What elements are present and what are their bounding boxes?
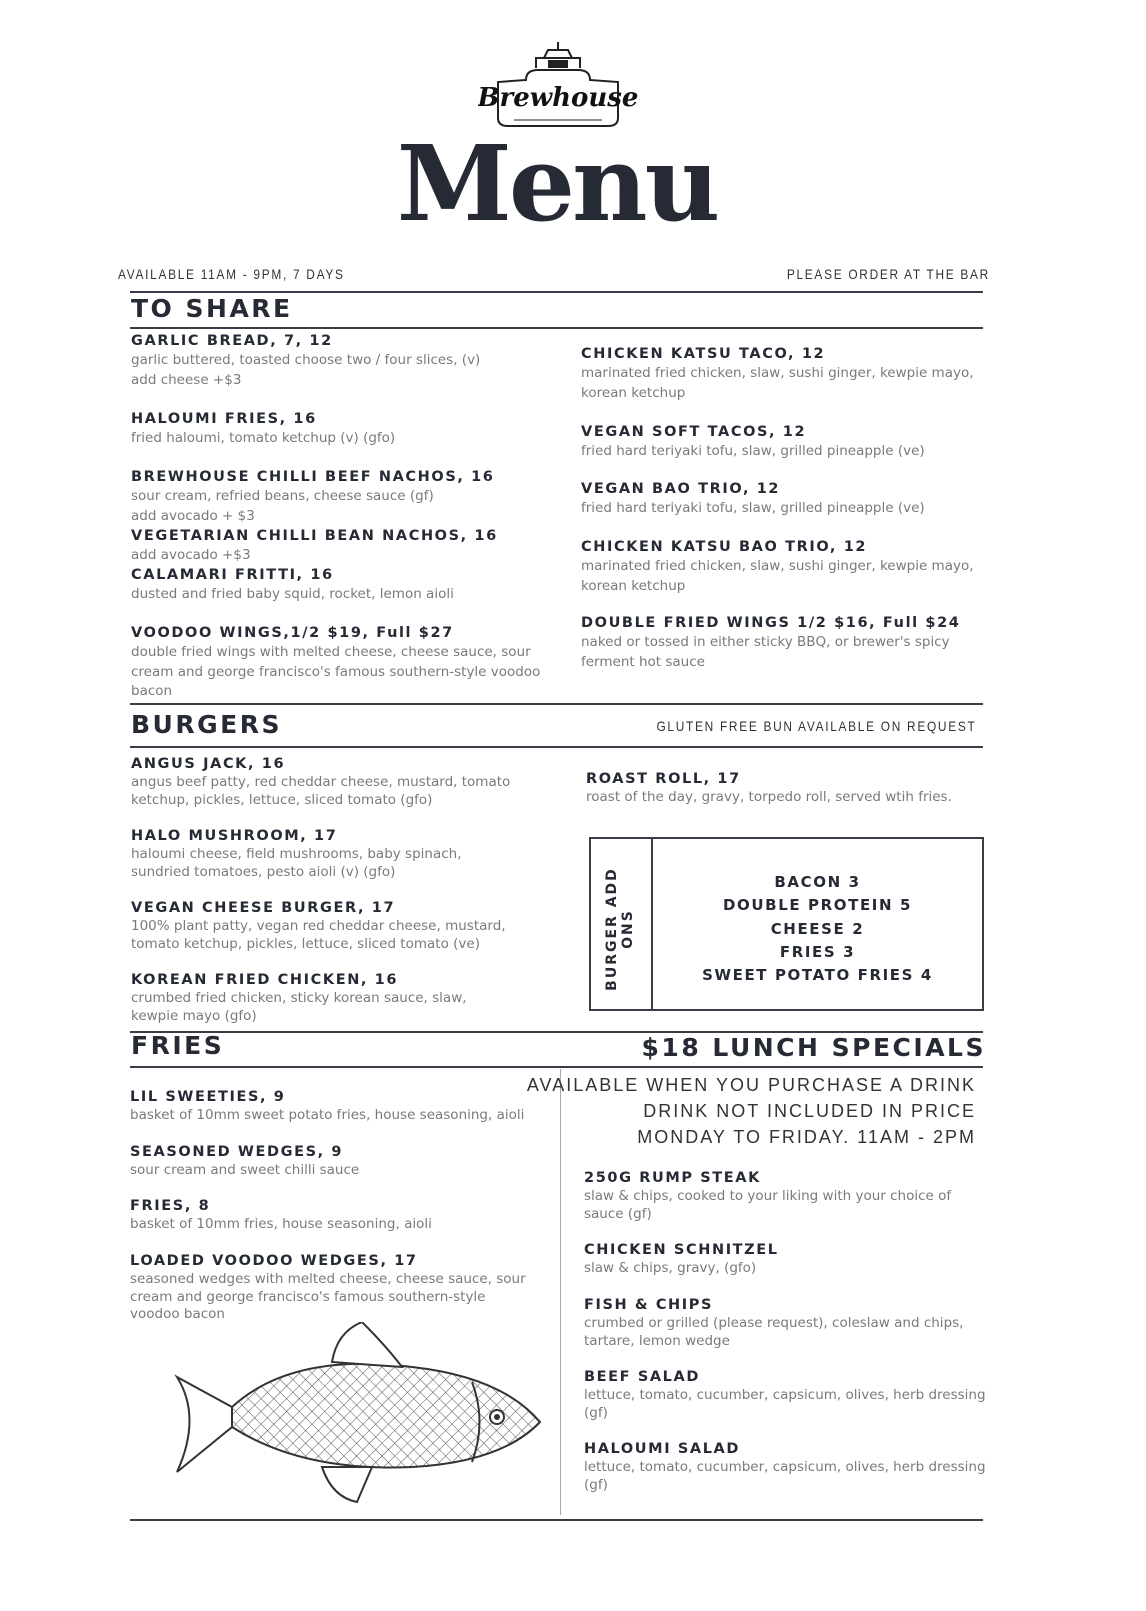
menu-item-name: CALAMARI FRITTI, 16: [131, 567, 334, 583]
menu-item-description: slaw & chips, cooked to your liking with your choice of sauce (gf): [584, 1188, 952, 1222]
menu-item-description: basket of 10mm fries, house seasoning, aioli: [130, 1216, 432, 1232]
menu-item-name: VEGETARIAN CHILLI BEAN NACHOS, 16: [131, 528, 498, 544]
gluten-free-note: GLUTEN FREE BUN AVAILABLE ON REQUEST: [656, 718, 976, 734]
menu-item-description: fried haloumi, tomato ketchup (v) (gfo): [131, 430, 396, 446]
menu-item-description: crumbed or grilled (please request), coleslaw and chips, tartare, lemon wedge: [584, 1315, 964, 1349]
lunch-conditions: [527, 1072, 976, 1150]
menu-item-description: lettuce, tomato, cucumber, capsicum, olives, herb dressing (gf): [584, 1459, 986, 1493]
menu-item-description: lettuce, tomato, cucumber, capsicum, olives, herb dressing (gf): [584, 1387, 986, 1421]
menu-item-name: HALOUMI SALAD: [584, 1441, 741, 1457]
section-heading-burgers: BURGERS: [131, 710, 282, 739]
add-on-item: SWEET POTATO FRIES 4: [702, 966, 933, 985]
menu-item: [586, 769, 986, 807]
menu-item-name: DOUBLE FRIED WINGS 1/2 $16, Full $24: [581, 615, 961, 631]
menu-item: [131, 526, 541, 566]
menu-item-name: HALO MUSHROOM, 17: [131, 828, 338, 844]
menu-item-description: marinated fried chicken, slaw, sushi ginger, kewpie mayo, korean ketchup: [581, 365, 974, 401]
menu-item-name: BEEF SALAD: [584, 1369, 700, 1385]
page-title: Menu: [396, 122, 718, 245]
divider: [130, 1519, 983, 1521]
menu-item: [581, 479, 976, 519]
menu-item: [584, 1240, 989, 1278]
menu-item-name: ROAST ROLL, 17: [586, 771, 741, 787]
menu-item: [581, 344, 976, 403]
menu-item-name: VEGAN CHEESE BURGER, 17: [131, 900, 396, 916]
menu-item-name: CHICKEN SCHNITZEL: [584, 1242, 779, 1258]
divider: [130, 703, 983, 705]
menu-item-description: double fried wings with melted cheese, cheese sauce, sour cream and george francisco's famous southern-style voodoo bacon: [131, 644, 541, 699]
menu-item: [131, 565, 541, 605]
menu-item-name: HALOUMI FRIES, 16: [131, 411, 317, 427]
menu-item: [131, 623, 541, 702]
menu-item: [131, 826, 516, 881]
menu-item-description: dusted and fried baby squid, rocket, lemon aioli: [131, 586, 454, 602]
menu-item: [131, 898, 516, 953]
menu-item-name: CHICKEN KATSU TACO, 12: [581, 346, 826, 362]
add-on-item: BACON 3: [774, 873, 861, 891]
fish-illustration: [172, 1322, 552, 1507]
hours-info: AVAILABLE 11AM - 9PM, 7 DAYS: [118, 266, 345, 282]
menu-item-name: FRIES, 8: [130, 1198, 211, 1214]
divider: [130, 291, 983, 293]
menu-item-description: sour cream, refried beans, cheese sauce (gf) add avocado + $3: [131, 488, 434, 524]
add-on-item: CHEESE 2: [770, 919, 865, 938]
menu-item: [130, 1251, 530, 1324]
menu-item: [584, 1367, 989, 1422]
menu-item-description: roast of the day, gravy, torpedo roll, served wtih fries.: [586, 789, 952, 805]
menu-item: [131, 754, 516, 809]
menu-item-description: naked or tossed in either sticky BBQ, or brewer's spicy ferment hot sauce: [581, 634, 950, 670]
menu-item-description: crumbed fried chicken, sticky korean sauce, slaw, kewpie mayo (gfo): [131, 990, 467, 1024]
brewhouse-logo: [478, 40, 638, 132]
menu-item-name: 250G RUMP STEAK: [584, 1170, 761, 1186]
menu-item: [584, 1168, 989, 1223]
menu-item-name: FISH & CHIPS: [584, 1297, 714, 1313]
divider: [130, 1066, 983, 1068]
menu-item-description: fried hard teriyaki tofu, slaw, grilled pineapple (ve): [581, 500, 925, 516]
menu-item-description: marinated fried chicken, slaw, sushi ginger, kewpie mayo, korean ketchup: [581, 558, 974, 594]
menu-item-description: basket of 10mm sweet potato fries, house seasoning, aioli: [130, 1107, 525, 1123]
section-heading-to-share: TO SHARE: [131, 294, 293, 323]
burger-add-ons-box: [589, 837, 984, 1011]
lunch-condition: DRINK NOT INCLUDED IN PRICE: [643, 1101, 976, 1121]
menu-item: [130, 1087, 530, 1125]
menu-item: [581, 422, 976, 462]
menu-item-description: garlic buttered, toasted choose two / four slices, (v) add cheese +$3: [131, 352, 481, 388]
add-on-item: DOUBLE PROTEIN 5: [722, 896, 912, 915]
menu-item-name: LIL SWEETIES, 9: [130, 1089, 286, 1105]
menu-item-name: LOADED VOODOO WEDGES, 17: [130, 1253, 418, 1269]
menu-item-description: sour cream and sweet chilli sauce: [130, 1162, 360, 1178]
divider: [130, 327, 983, 329]
menu-item: [130, 1142, 530, 1180]
add-on-item: FRIES 3: [779, 942, 856, 961]
order-info: PLEASE ORDER AT THE BAR: [786, 266, 990, 282]
menu-item: [581, 537, 976, 596]
menu-item: [131, 409, 541, 449]
lunch-condition: MONDAY TO FRIDAY. 11AM - 2PM: [637, 1127, 976, 1147]
menu-item: [130, 1196, 530, 1234]
menu-item-description: slaw & chips, gravy, (gfo): [584, 1260, 757, 1276]
menu-item-description: fried hard teriyaki tofu, slaw, grilled pineapple (ve): [581, 443, 925, 459]
section-heading-lunch-specials: $18 LUNCH SPECIALS: [641, 1033, 986, 1062]
svg-text:Brewhouse: Brewhouse: [478, 83, 638, 113]
add-ons-list: [653, 871, 982, 987]
menu-item-description: seasoned wedges with melted cheese, cheese sauce, sour cream and george francisco's famous southern-style voodoo bacon: [130, 1271, 526, 1322]
menu-item-name: BREWHOUSE CHILLI BEEF NACHOS, 16: [131, 469, 495, 485]
menu-item-description: angus beef patty, red cheddar cheese, mustard, tomato ketchup, pickles, lettuce, sliced tomato (gfo): [131, 774, 511, 808]
menu-item-name: VEGAN BAO TRIO, 12: [581, 481, 781, 497]
menu-item-name: GARLIC BREAD, 7, 12: [131, 333, 333, 349]
menu-item-name: VOODOO WINGS,1/2 $19, Full $27: [131, 625, 454, 641]
menu-item-name: ANGUS JACK, 16: [131, 756, 286, 772]
menu-item: [131, 331, 541, 390]
menu-item: [131, 970, 516, 1025]
menu-item-name: KOREAN FRIED CHICKEN, 16: [131, 972, 399, 988]
menu-item-name: CHICKEN KATSU BAO TRIO, 12: [581, 539, 868, 555]
menu-item-description: haloumi cheese, field mushrooms, baby spinach, sundried tomatoes, pesto aioli (v) (gfo): [131, 846, 462, 880]
lunch-condition: AVAILABLE WHEN YOU PURCHASE A DRINK: [526, 1075, 976, 1095]
menu-item-description: 100% plant patty, vegan red cheddar cheese, mustard, tomato ketchup, pickles, lettuce, sliced tomato (ve): [131, 918, 506, 952]
menu-item-description: add avocado +$3: [131, 547, 251, 563]
divider: [130, 746, 983, 748]
section-heading-fries: FRIES: [131, 1031, 225, 1060]
add-ons-title: BURGER ADD ONS: [604, 867, 636, 991]
menu-item: [131, 467, 541, 526]
menu-item: [584, 1439, 989, 1494]
menu-item-name: VEGAN SOFT TACOS, 12: [581, 424, 807, 440]
menu-item: [584, 1295, 989, 1350]
menu-item: [581, 613, 976, 672]
menu-item-name: SEASONED WEDGES, 9: [130, 1144, 344, 1160]
